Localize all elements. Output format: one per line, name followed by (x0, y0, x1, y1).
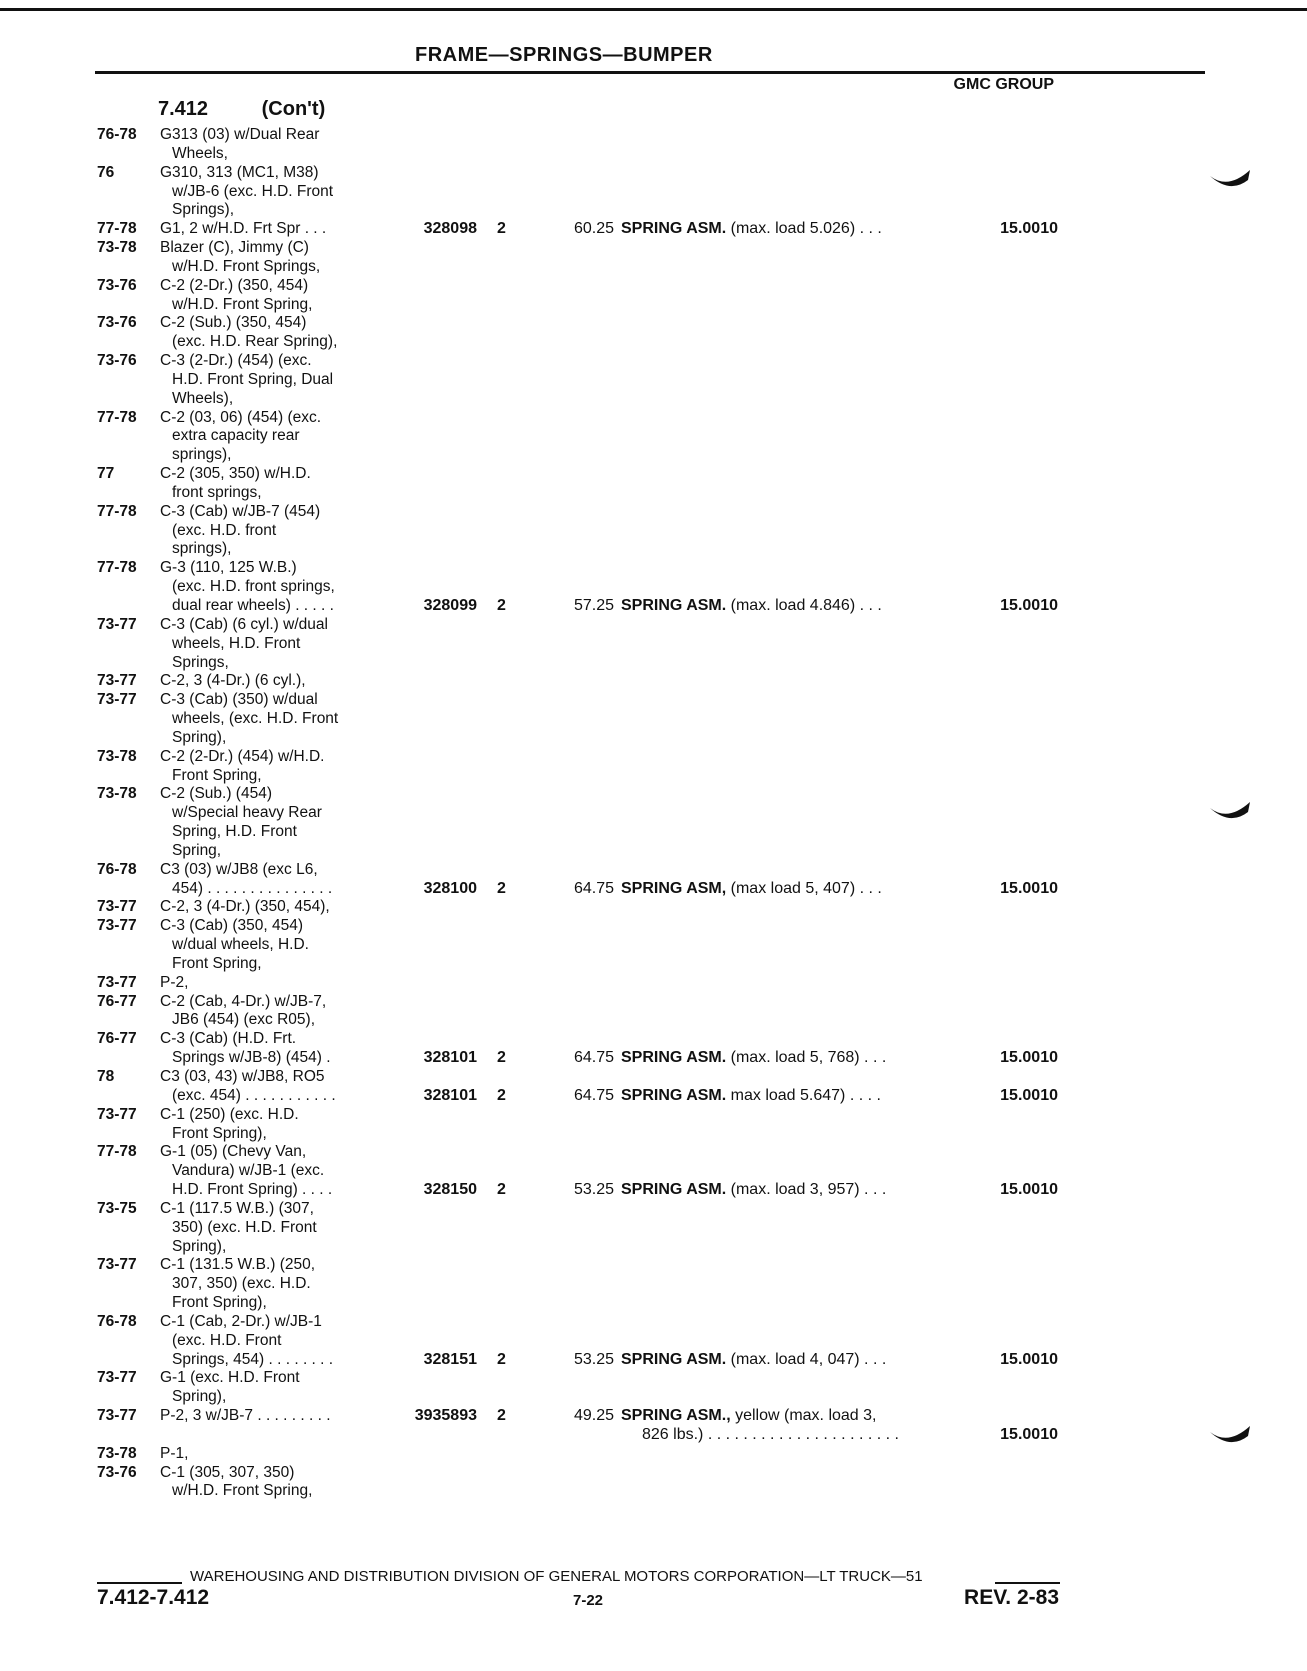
model-year: 73-78 (97, 785, 137, 802)
part-name: SPRING ASM. (621, 1049, 727, 1066)
listing-line (0, 1425, 1307, 1444)
listing-line (0, 351, 1307, 370)
listing-line (0, 841, 1307, 860)
application-text: G310, 313 (MC1, M38) (160, 164, 319, 181)
model-year: 76-77 (97, 993, 137, 1010)
application-text: (exc. H.D. front springs, (172, 578, 335, 595)
part-description (621, 596, 882, 615)
part-number: 328101 (423, 1087, 477, 1104)
part-number: 3935893 (414, 1407, 477, 1424)
model-year: 77-78 (97, 503, 137, 520)
listing-line (0, 238, 1307, 257)
listing-line (0, 803, 1307, 822)
quantity: 2 (497, 1407, 506, 1424)
listing-line (0, 879, 1307, 898)
application-text: C-1 (Cab, 2-Dr.) w/JB-1 (160, 1313, 322, 1330)
footer-division: WAREHOUSING AND DISTRIBUTION DIVISION OF GENERAL MOTORS CORPORATION—LT TRUCK—51 (190, 1568, 923, 1585)
listing-line (0, 1199, 1307, 1218)
footer-page-number: 7-22 (573, 1592, 604, 1609)
application-text: C-3 (Cab) (H.D. Frt. (160, 1030, 297, 1047)
footer-revision: REV. 2-83 (964, 1586, 1059, 1609)
application-text: C-3 (Cab) (350) w/dual (160, 691, 318, 708)
binder-hole-mark (1208, 1424, 1252, 1446)
part-name: SPRING ASM. (621, 1181, 727, 1198)
model-year: 73-77 (97, 1256, 137, 1273)
application-text: P-2, (160, 974, 189, 991)
listing-line (0, 219, 1307, 238)
listing-line (0, 690, 1307, 709)
model-year: 73-77 (97, 917, 137, 934)
model-year: 73-76 (97, 277, 137, 294)
section-number: 7.412 (158, 98, 209, 120)
part-name: SPRING ASM. (621, 1351, 727, 1368)
listing-line (0, 1086, 1307, 1105)
model-year: 73-78 (97, 239, 137, 256)
model-year: 73-77 (97, 1407, 137, 1424)
listing-line (0, 973, 1307, 992)
part-number: 328100 (423, 880, 477, 897)
list-price: 60.25 (573, 220, 614, 237)
application-text: G-1 (05) (Chevy Van, (160, 1143, 307, 1160)
section-continued: (Con't) (261, 98, 326, 120)
application-text: C-2 (Cab, 4-Dr.) w/JB-7, (160, 993, 327, 1010)
listing-line (0, 822, 1307, 841)
part-description (621, 1180, 886, 1199)
part-name: SPRING ASM. (621, 220, 727, 237)
application-text: Spring), (172, 1238, 227, 1255)
listing-line (0, 1010, 1307, 1029)
model-year: 76-78 (97, 861, 137, 878)
group-label: GMC GROUP (953, 76, 1054, 93)
application-text: G1, 2 w/H.D. Frt Spr . . . (160, 220, 327, 237)
part-name: SPRING ASM. (621, 597, 727, 614)
listing-line (0, 1067, 1307, 1086)
listing-line (0, 747, 1307, 766)
listing-line (0, 577, 1307, 596)
application-text: Springs, 454) . . . . . . . . (172, 1351, 334, 1368)
application-text: (exc. H.D. Rear Spring), (172, 333, 338, 350)
listing-line (0, 144, 1307, 163)
listing-line (0, 766, 1307, 785)
application-text: 454) . . . . . . . . . . . . . . . (172, 880, 333, 897)
binder-hole-mark (1208, 168, 1252, 190)
listing-line (0, 521, 1307, 540)
listing-line (0, 1331, 1307, 1350)
listing-line (0, 1312, 1307, 1331)
application-text: 307, 350) (exc. H.D. (172, 1275, 311, 1292)
part-name: SPRING ASM. (621, 1087, 727, 1104)
listing-line (0, 1124, 1307, 1143)
listing-line (0, 1237, 1307, 1256)
model-year: 77-78 (97, 559, 137, 576)
application-text: wheels, H.D. Front (172, 635, 301, 652)
part-number: 328151 (423, 1351, 477, 1368)
quantity: 2 (497, 597, 506, 614)
page-title: FRAME—SPRINGS—BUMPER (415, 44, 713, 66)
section-heading (158, 98, 373, 121)
listing-line (0, 1048, 1307, 1067)
application-text: G-1 (exc. H.D. Front (160, 1369, 300, 1386)
listing-line (0, 1481, 1307, 1500)
application-text: Springs), (172, 201, 235, 218)
listing-line (0, 483, 1307, 502)
listing-line (0, 257, 1307, 276)
part-spec: (max. load 5.026) . . . (726, 220, 882, 237)
model-year: 76-77 (97, 1030, 137, 1047)
listing-line (0, 1406, 1307, 1425)
header-rule (95, 71, 1205, 74)
listing-line (0, 295, 1307, 314)
part-number: 328101 (423, 1049, 477, 1066)
list-price: 49.25 (573, 1407, 614, 1424)
listing-line (0, 370, 1307, 389)
model-year: 73-77 (97, 672, 137, 689)
part-spec: (max. load 5, 768) . . . (726, 1049, 887, 1066)
footer-rule-right (995, 1582, 1060, 1584)
listing-line (0, 954, 1307, 973)
quantity: 2 (497, 1351, 506, 1368)
application-text: Springs w/JB-8) (454) . (172, 1049, 331, 1066)
application-text: Front Spring), (172, 1125, 267, 1142)
model-year: 73-77 (97, 1369, 137, 1386)
model-year: 77-78 (97, 1143, 137, 1160)
application-text: C-2 (305, 350) w/H.D. (160, 465, 311, 482)
part-description (621, 219, 882, 238)
model-year: 73-78 (97, 748, 137, 765)
application-text: C-1 (117.5 W.B.) (307, (160, 1200, 314, 1217)
application-text: C-3 (Cab) (350, 454) (160, 917, 304, 934)
part-spec-continued: 826 lbs.) . . . . . . . . . . . . . . . . . . . . . . (642, 1426, 899, 1443)
model-year: 77-78 (97, 220, 137, 237)
model-year: 77 (97, 465, 115, 482)
listing-line (0, 445, 1307, 464)
listing-line (0, 464, 1307, 483)
application-text: C-3 (2-Dr.) (454) (exc. (160, 352, 312, 369)
listing-line (0, 897, 1307, 916)
listing-line (0, 1387, 1307, 1406)
application-text: springs), (172, 540, 232, 557)
application-text: H.D. Front Spring) . . . . (172, 1181, 333, 1198)
group-code: 15.0010 (1000, 597, 1058, 614)
listing-line (0, 1255, 1307, 1274)
part-spec: (max. load 4.846) . . . (726, 597, 882, 614)
application-text: Front Spring, (172, 955, 262, 972)
part-spec: max load 5.647) . . . . (726, 1087, 881, 1104)
listing-line (0, 408, 1307, 427)
part-number: 328150 (423, 1181, 477, 1198)
group-code: 15.0010 (1000, 1426, 1058, 1443)
listing-line (0, 200, 1307, 219)
application-text: C-2 (Sub.) (454) (160, 785, 272, 802)
footer-rule-left (97, 1582, 182, 1584)
application-text: H.D. Front Spring, Dual (172, 371, 334, 388)
application-text: C3 (03, 43) w/JB8, RO5 (160, 1068, 325, 1085)
quantity: 2 (497, 1087, 506, 1104)
model-year: 76-78 (97, 126, 137, 143)
list-price: 64.75 (573, 880, 614, 897)
listing-line (0, 1444, 1307, 1463)
model-year: 76-78 (97, 1313, 137, 1330)
application-text: w/JB-6 (exc. H.D. Front (172, 183, 334, 200)
application-text: Wheels, (172, 145, 228, 162)
application-text: C-2 (2-Dr.) (454) w/H.D. (160, 748, 325, 765)
application-text: C-2 (03, 06) (454) (exc. (160, 409, 322, 426)
listing-line (0, 1368, 1307, 1387)
part-spec: (max. load 3, 957) . . . (726, 1181, 887, 1198)
application-text: wheels, (exc. H.D. Front (172, 710, 339, 727)
quantity: 2 (497, 220, 506, 237)
listing-line (0, 1161, 1307, 1180)
application-text: w/Special heavy Rear (172, 804, 322, 821)
listing-line (0, 276, 1307, 295)
listing-line (0, 389, 1307, 408)
model-year: 73-77 (97, 974, 137, 991)
listing-line (0, 1274, 1307, 1293)
listing-line (0, 163, 1307, 182)
model-year: 73-77 (97, 616, 137, 633)
model-year: 77-78 (97, 409, 137, 426)
part-number: 328099 (423, 597, 477, 614)
part-description (621, 1086, 881, 1105)
listing-line (0, 502, 1307, 521)
application-text: springs), (172, 446, 232, 463)
listing-line (0, 935, 1307, 954)
part-description (621, 879, 882, 898)
model-year: 73-77 (97, 1106, 137, 1123)
listing-line (0, 784, 1307, 803)
part-description (621, 1048, 886, 1067)
group-code: 15.0010 (1000, 1181, 1058, 1198)
listing-line (0, 1350, 1307, 1369)
application-text: C-1 (131.5 W.B.) (250, (160, 1256, 316, 1273)
listing-line (0, 653, 1307, 672)
model-year: 73-77 (97, 691, 137, 708)
group-code: 15.0010 (1000, 1351, 1058, 1368)
application-text: Spring), (172, 729, 227, 746)
application-text: (exc. H.D. Front (172, 1332, 282, 1349)
part-spec: (max. load 4, 047) . . . (726, 1351, 887, 1368)
model-year: 73-75 (97, 1200, 137, 1217)
binder-hole-mark (1208, 800, 1252, 822)
application-text: Wheels), (172, 390, 234, 407)
listing-line (0, 1180, 1307, 1199)
part-description (621, 1406, 876, 1425)
application-text: (exc. 454) . . . . . . . . . . . (172, 1087, 336, 1104)
application-text: w/dual wheels, H.D. (172, 936, 309, 953)
application-text: C-2 (Sub.) (350, 454) (160, 314, 307, 331)
listing-line (0, 596, 1307, 615)
application-text: front springs, (172, 484, 262, 501)
model-year: 73-76 (97, 1464, 137, 1481)
application-text: P-2, 3 w/JB-7 . . . . . . . . . (160, 1407, 331, 1424)
quantity: 2 (497, 880, 506, 897)
part-description (621, 1350, 886, 1369)
application-text: Spring, H.D. Front (172, 823, 297, 840)
model-year: 76 (97, 164, 115, 181)
application-text: C-2, 3 (4-Dr.) (350, 454), (160, 898, 330, 915)
application-text: 350) (exc. H.D. Front (172, 1219, 317, 1236)
model-year: 73-77 (97, 898, 137, 915)
listing-line (0, 709, 1307, 728)
application-text: C-3 (Cab) w/JB-7 (454) (160, 503, 321, 520)
group-code: 15.0010 (1000, 220, 1058, 237)
list-price: 64.75 (573, 1087, 614, 1104)
application-text: Blazer (C), Jimmy (C) (160, 239, 309, 256)
group-code: 15.0010 (1000, 1087, 1058, 1104)
application-text: Front Spring, (172, 767, 262, 784)
listing-line (0, 426, 1307, 445)
listing-line (0, 1293, 1307, 1312)
application-text: dual rear wheels) . . . . . (172, 597, 334, 614)
listing-line (0, 671, 1307, 690)
listing-line (0, 615, 1307, 634)
part-number: 328098 (423, 220, 477, 237)
listing-line (0, 313, 1307, 332)
application-text: (exc. H.D. front (172, 522, 277, 539)
list-price: 53.25 (573, 1181, 614, 1198)
listing-line (0, 916, 1307, 935)
list-price: 53.25 (573, 1351, 614, 1368)
application-text: C-2, 3 (4-Dr.) (6 cyl.), (160, 672, 306, 689)
model-year: 73-76 (97, 314, 137, 331)
application-text: C3 (03) w/JB8 (exc L6, (160, 861, 318, 878)
listing-line (0, 1463, 1307, 1482)
model-year: 73-76 (97, 352, 137, 369)
listing-line (0, 1105, 1307, 1124)
application-text: C-3 (Cab) (6 cyl.) w/dual (160, 616, 328, 633)
application-text: C-1 (250) (exc. H.D. (160, 1106, 299, 1123)
listing-line (0, 182, 1307, 201)
application-text: Front Spring), (172, 1294, 267, 1311)
part-spec: yellow (max. load 3, (730, 1407, 877, 1424)
listing-line (0, 728, 1307, 747)
quantity: 2 (497, 1181, 506, 1198)
application-text: C-2 (2-Dr.) (350, 454) (160, 277, 309, 294)
group-code: 15.0010 (1000, 880, 1058, 897)
application-text: w/H.D. Front Springs, (172, 258, 321, 275)
listing-line (0, 1142, 1307, 1161)
listing-line (0, 125, 1307, 144)
application-text: Springs, (172, 654, 229, 671)
top-rule (0, 8, 1307, 11)
application-text: G-3 (110, 125 W.B.) (160, 559, 297, 576)
application-text: Vandura) w/JB-1 (exc. (172, 1162, 325, 1179)
footer-section-range: 7.412-7.412 (97, 1586, 210, 1609)
listing-line (0, 634, 1307, 653)
part-name: SPRING ASM., (621, 1407, 731, 1424)
application-text: G313 (03) w/Dual Rear (160, 126, 320, 143)
quantity: 2 (497, 1049, 506, 1066)
model-year: 78 (97, 1068, 115, 1085)
listing-line (0, 1029, 1307, 1048)
application-text: Spring), (172, 1388, 227, 1405)
group-code: 15.0010 (1000, 1049, 1058, 1066)
model-year: 73-78 (97, 1445, 137, 1462)
part-name: SPRING ASM, (621, 880, 727, 897)
application-text: extra capacity rear (172, 427, 300, 444)
application-text: Spring, (172, 842, 222, 859)
application-text: P-1, (160, 1445, 189, 1462)
application-text: JB6 (454) (exc R05), (172, 1011, 315, 1028)
list-price: 57.25 (573, 597, 614, 614)
listing-line (0, 558, 1307, 577)
application-text: w/H.D. Front Spring, (172, 1482, 313, 1499)
listing-line (0, 992, 1307, 1011)
listing-line (0, 860, 1307, 879)
listing-line (0, 332, 1307, 351)
application-text: w/H.D. Front Spring, (172, 296, 313, 313)
list-price: 64.75 (573, 1049, 614, 1066)
listing-line (0, 1218, 1307, 1237)
listing-line (0, 539, 1307, 558)
application-text: C-1 (305, 307, 350) (160, 1464, 295, 1481)
part-spec: (max load 5, 407) . . . (726, 880, 882, 897)
